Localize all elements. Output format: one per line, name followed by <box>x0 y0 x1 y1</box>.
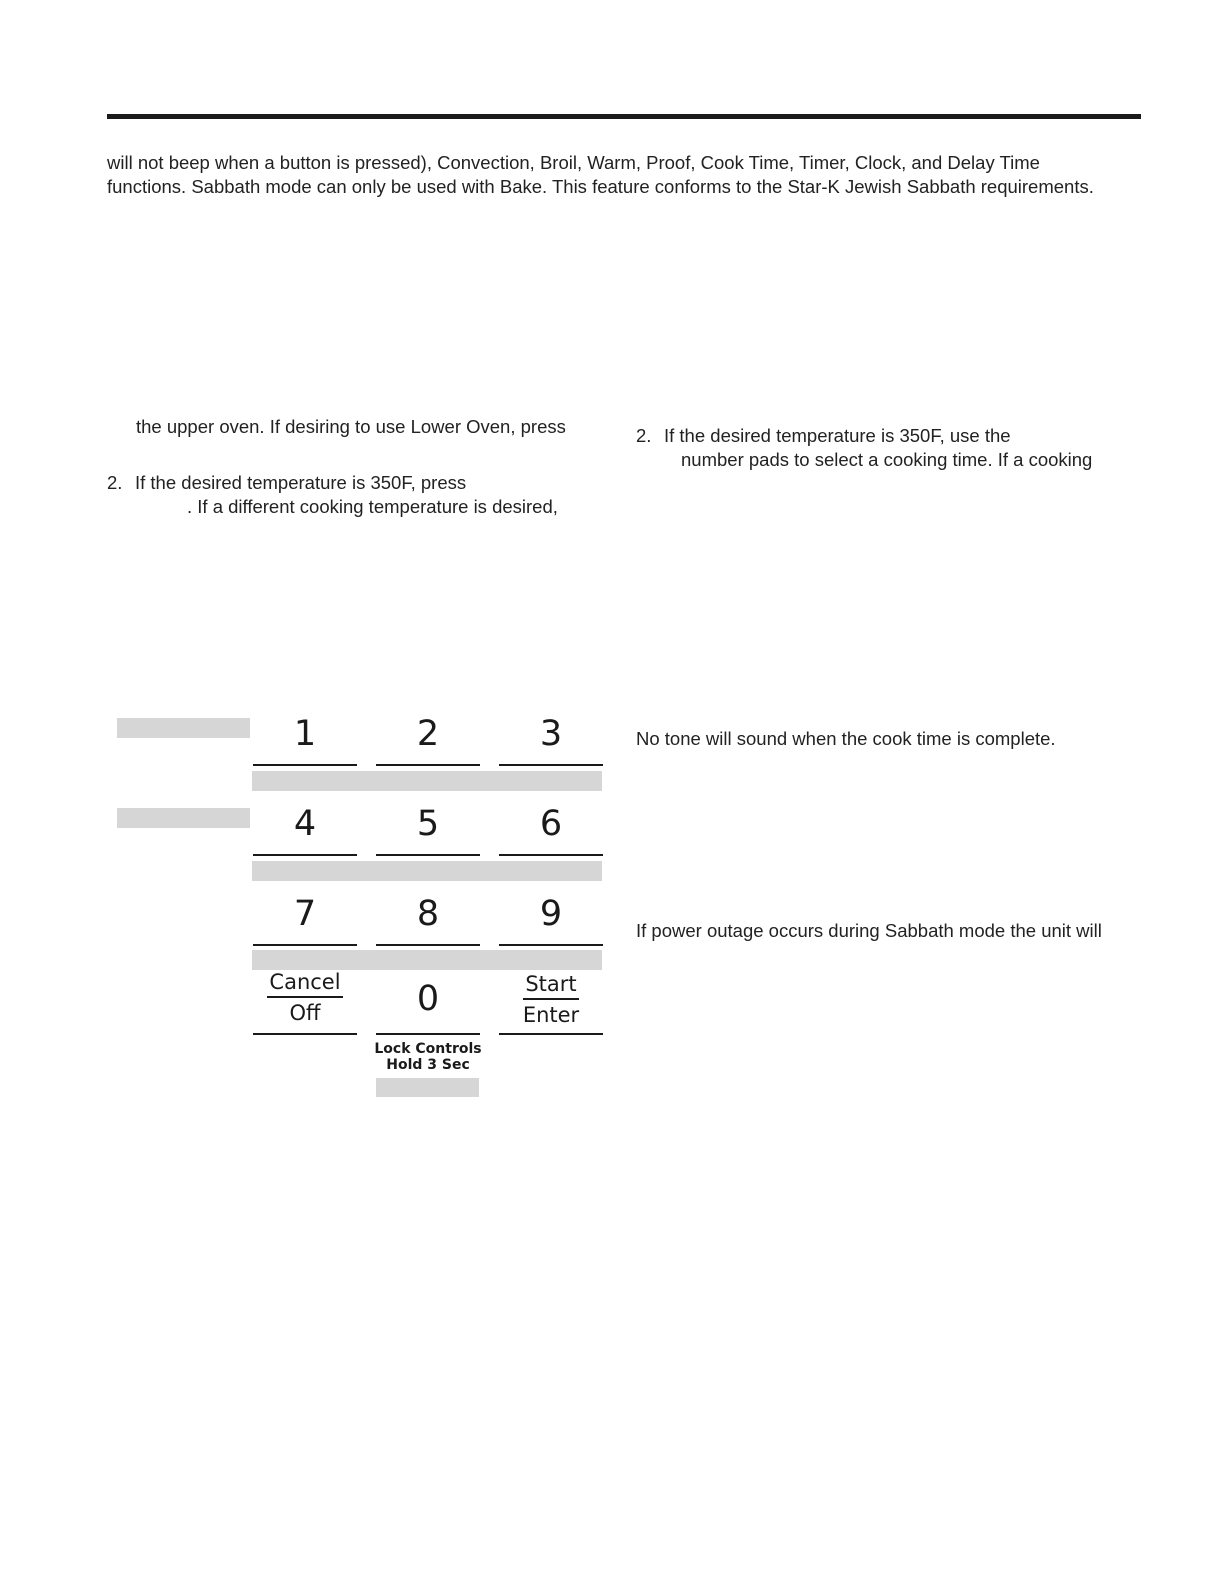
start-label: Start <box>523 971 578 1000</box>
power-outage-note: If power outage occurs during Sabbath mode the unit will <box>636 920 1102 941</box>
step-text: If the desired temperature is 350F, press <box>135 472 467 493</box>
key-label-placeholder <box>252 771 602 791</box>
keypad-key-5[interactable]: 5 <box>376 800 480 856</box>
step-number: 2. <box>107 472 123 493</box>
key-label-placeholder <box>117 718 250 738</box>
keypad-key-4[interactable]: 4 <box>253 800 357 856</box>
upper-oven-instruction: the upper oven. If desiring to use Lower Oven, press <box>136 416 566 437</box>
intro-line-1: will not beep when a button is pressed), Convection, Broil, Warm, Proof, Cook Time, Timer, Clock, and Delay Time <box>107 152 1040 173</box>
key-label-placeholder <box>117 808 250 828</box>
step-text: If the desired temperature is 350F, use the <box>664 425 1011 446</box>
keypad-key-7[interactable]: 7 <box>253 890 357 946</box>
cancel-label: Cancel <box>267 969 342 998</box>
keypad-key-6[interactable]: 6 <box>499 800 603 856</box>
left-step-2-line-2: . If a different cooking temperature is desired, <box>187 496 558 517</box>
keypad-key-9[interactable]: 9 <box>499 890 603 946</box>
cancel-off-button[interactable] <box>253 967 357 1035</box>
step-number: 2. <box>636 425 652 446</box>
off-label: Off <box>289 1001 321 1025</box>
keypad-key-0[interactable]: 0 <box>376 967 480 1035</box>
keypad-key-8[interactable]: 8 <box>376 890 480 946</box>
lock-controls-label: Lock Controls Hold 3 Sec <box>374 1041 482 1073</box>
keypad-key-1[interactable]: 1 <box>253 710 357 766</box>
key-label-placeholder <box>252 861 602 881</box>
keypad-key-2[interactable]: 2 <box>376 710 480 766</box>
start-enter-button[interactable] <box>499 967 603 1035</box>
enter-label: Enter <box>522 1003 580 1027</box>
intro-line-2: functions. Sabbath mode can only be used with Bake. This feature conforms to the Star-K Jewish Sabbath requirements. <box>107 176 1094 197</box>
key-label-placeholder <box>376 1078 479 1097</box>
header-rule <box>107 114 1141 119</box>
right-step-2-line-1 <box>636 424 1011 448</box>
keypad-key-3[interactable]: 3 <box>499 710 603 766</box>
left-step-2-line-1 <box>107 471 466 495</box>
cook-time-tone-note: No tone will sound when the cook time is complete. <box>636 728 1056 749</box>
right-step-2-line-2: number pads to select a cooking time. If a cooking <box>681 449 1093 470</box>
